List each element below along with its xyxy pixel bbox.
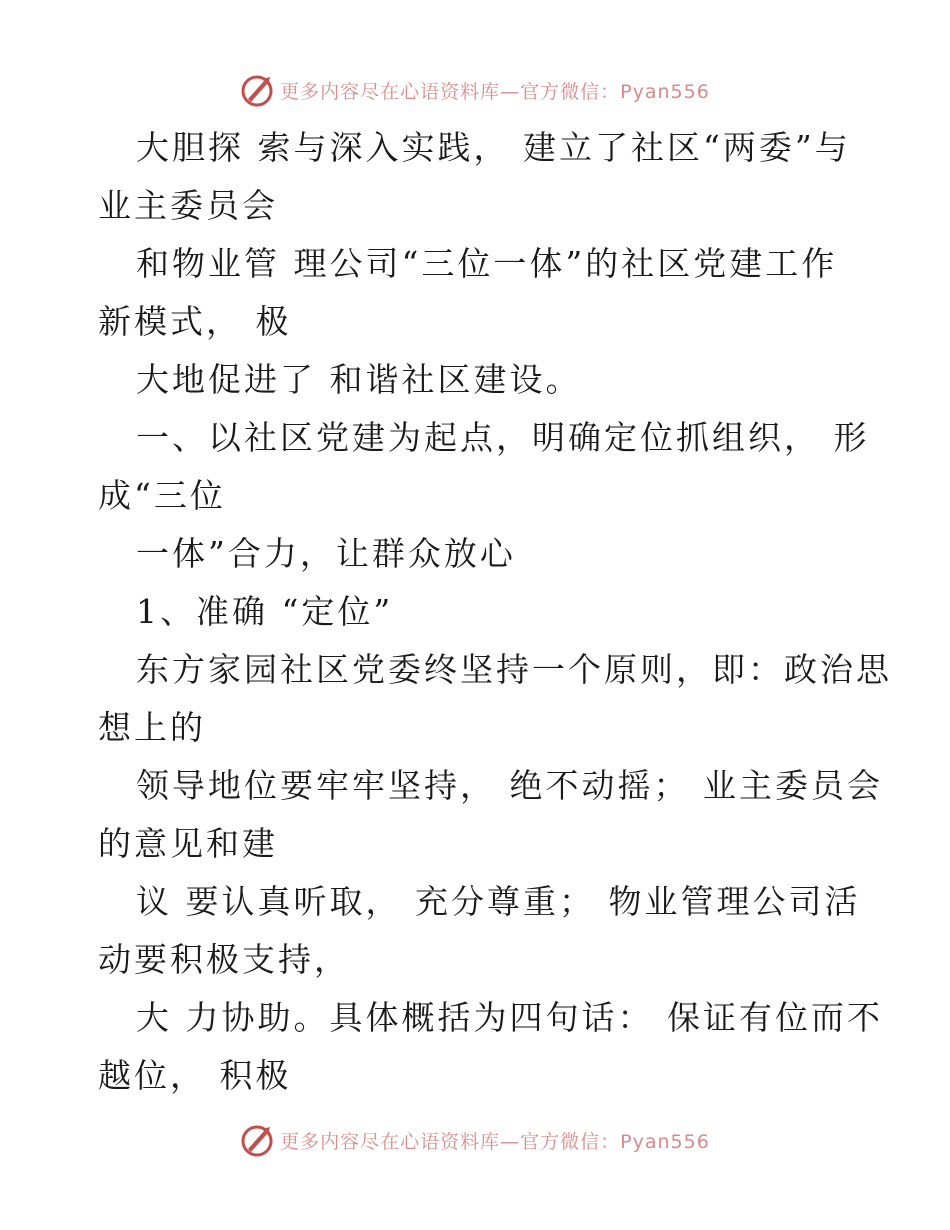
quill-pen-logo-icon bbox=[240, 73, 274, 107]
paragraph-line: 的意见和建 bbox=[98, 824, 278, 863]
paragraph-line: 大地促进了 和谐社区建设。 bbox=[136, 360, 582, 399]
paragraph-line: 领导地位要牢牢坚持， 绝不动摇； 业主委员会 bbox=[136, 766, 883, 805]
paragraph-line: 和物业管 理公司“三位一体”的社区党建工作 bbox=[136, 244, 838, 283]
paragraph-line: 新模式， 极 bbox=[98, 302, 292, 341]
quill-pen-logo-icon bbox=[240, 1123, 274, 1157]
document-body bbox=[98, 119, 892, 1105]
watermark-text: 更多内容尽在心语资料库—官方微信：Pyan556 bbox=[280, 80, 710, 103]
paragraph-line: 议 要认真听取， 充分尊重； 物业管理公司活 bbox=[136, 882, 861, 921]
header-watermark bbox=[0, 70, 950, 110]
paragraph-line: 大胆探 索与深入实践， 建立了社区“两委”与 bbox=[136, 128, 851, 167]
paragraph-line: 想上的 bbox=[98, 708, 206, 747]
watermark-text: 更多内容尽在心语资料库—官方微信：Pyan556 bbox=[280, 1130, 710, 1153]
section-heading-line: 成“三位 bbox=[98, 476, 226, 515]
section-heading-line: 一体”合力，让群众放心 bbox=[136, 534, 516, 573]
paragraph-line: 东方家园社区党委终坚持一个原则，即：政治思 bbox=[136, 650, 892, 689]
paragraph-line: 业主委员会 bbox=[98, 186, 278, 225]
footer-watermark bbox=[0, 1120, 950, 1160]
subsection-heading-line: 1、准确 “定位” bbox=[136, 592, 394, 631]
section-heading-line: 一、以社区党建为起点，明确定位抓组织， 形 bbox=[136, 418, 870, 457]
paragraph-line: 动要积极支持， bbox=[98, 940, 350, 979]
paragraph-line: 大 力协助。具体概括为四句话： 保证有位而不 bbox=[136, 998, 883, 1037]
paragraph-line: 越位， 积极 bbox=[98, 1056, 292, 1095]
